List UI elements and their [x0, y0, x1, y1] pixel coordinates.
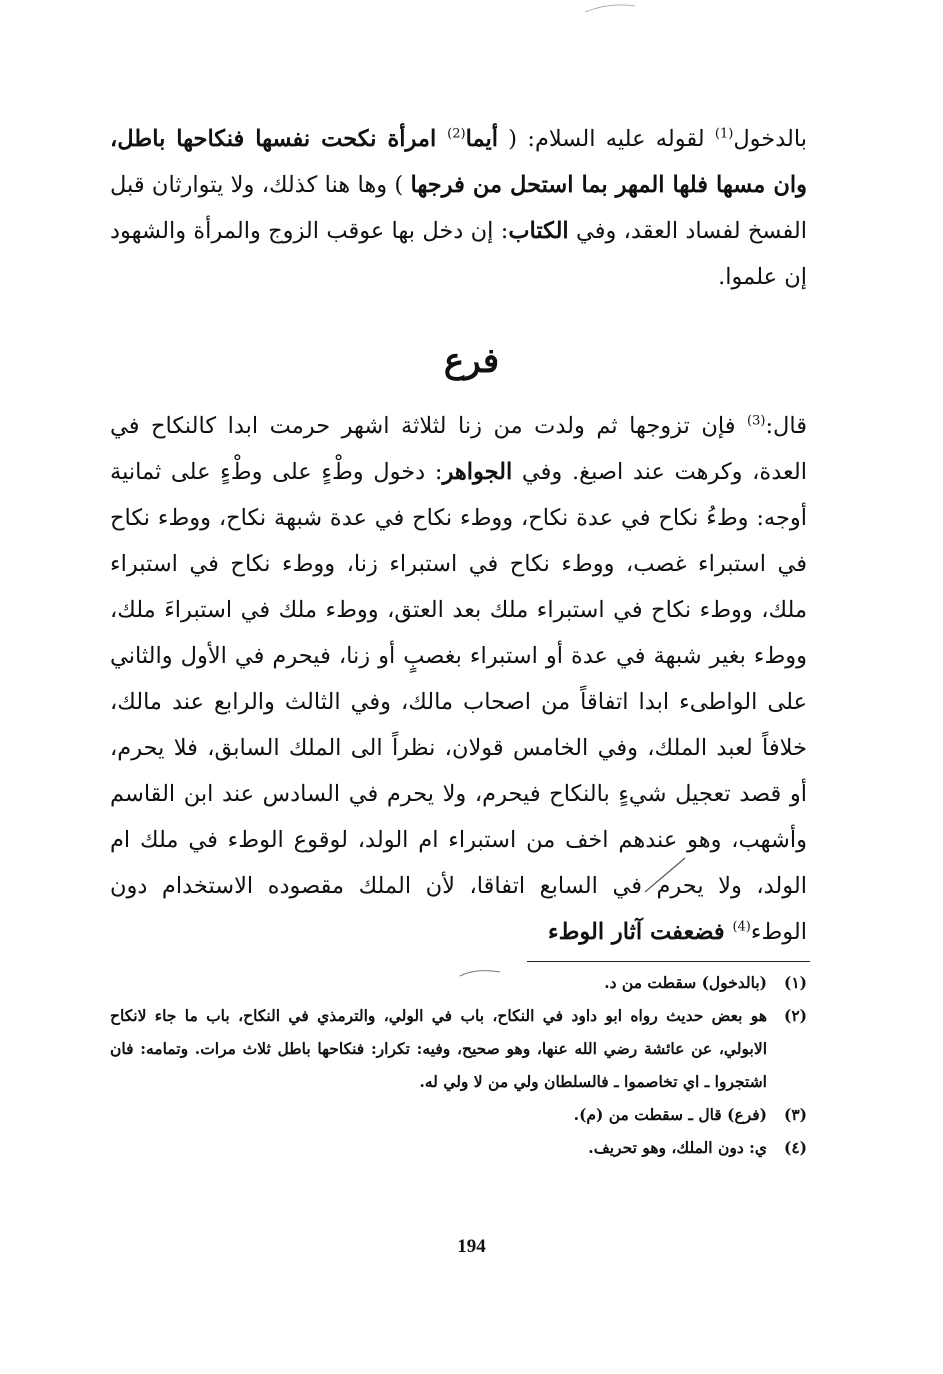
text-span: بالدخول: [733, 126, 807, 152]
text-span: : دخول وطْءٍ على وطْءٍ على ثمانية أوجه: وطءُ نكاح في عدة نكاح، ووطء نكاح في عدة شبهة نكاح، ووطء نكاح في استبراء غصب، ووطء نكاح في استبراء زنا، ووطء نكاح في استبراء ملك، ووطء نكاح في استبراء ملك بعد العتق، ووطء ملك في استبراءَ ملك، ووطء بغير شبهة في عدة أو استبراء بغصبٍ أو زنا، فيحرم في الأول والثاني على الواطىء ابدا اتفاقاً من اصحاب مالك، وفي الثالث والرابع عند مالك، خلافاً لعبد الملك، وفي الخامس قولان، نظراً الى الملك السابق، فلا يحرم، أو قصد تعجيل شيءٍ بالنكاح فيحرم، ولا يحرم في السادس عند ابن القاسم وأشهب، وهو عندهم اخف من استبراء ام الولد، لوقوع الوطء في ملك ام الولد، ولا يحرم في السابع اتفاقا، لأن الملك مقصوده الاستخدام دون الوطء: [110, 459, 807, 945]
page-number: 194: [457, 1236, 486, 1257]
section-heading: فرع: [443, 341, 500, 381]
footnote-text: هو بعض حديث رواه ابو داود في النكاح، باب في الولي، والترمذي في النكاح، باب ما جاء لانكاح الابولي، عن عائشة رضي الله عنها، وهو صحيح، وفيه: تكرار: فنكاحها باطل ثلاث مرات. وتمامه: فان اشتجروا ـ اي تخاصموا ـ فالسلطان ولي من لا ولي له.: [110, 1006, 767, 1091]
text-span: فإن تزوجها ثم ولدت من زنا لثلاثة اشهر حرمت ابدا كالنكاح في العدة، وكرهت عند اصبغ. وفي: [110, 413, 807, 485]
footnote-item: [110, 966, 807, 999]
footnote-text: (بالدخول) سقطت من د.: [604, 973, 767, 992]
footnote-separator: [527, 961, 810, 962]
footnote-marker: (1): [714, 126, 734, 142]
text-span: ) وها هنا كذلك، ولا يتوارثان قبل الفسخ لفساد العقد، وفي: [110, 172, 807, 244]
bold-span: امرأة نكحت نفسها فنكاحها باطل، وان مسها فلها المهر بما استحل من فرجها: [110, 126, 807, 198]
text-span: لقوله عليه السلام: (: [498, 126, 715, 152]
paragraph-1: [110, 116, 807, 300]
text-span: قال:: [765, 413, 807, 439]
paragraph-2: [110, 403, 807, 955]
footnote-number: (٤): [783, 1138, 807, 1157]
footnote-marker: (2): [447, 126, 466, 142]
footnote-item: [110, 999, 807, 1098]
bold-span: فضعفت آثار الوطء: [547, 919, 733, 945]
bold-span: الكتاب: [508, 218, 569, 244]
footnote-number: (١): [783, 973, 807, 992]
pen-stroke-mark: [640, 855, 690, 895]
text-span: : إن دخل بها عوقب الزوج والمرأة والشهود إن علموا.: [110, 218, 807, 290]
footnote-item: [110, 1098, 807, 1131]
footnote-number: (٣): [783, 1105, 807, 1124]
footnote-marker: (4): [732, 919, 751, 935]
footnote-text: (فرع) قال ـ سقطت من (م).: [573, 1105, 767, 1124]
footnotes: [110, 966, 807, 1164]
footnote-marker: (3): [747, 413, 766, 429]
bold-span: أيما: [465, 126, 498, 152]
footnote-text: ي: دون الملك، وهو تحريف.: [588, 1138, 767, 1157]
pen-stroke-mark: [580, 0, 640, 16]
footnote-item: [110, 1131, 807, 1164]
footnote-number: (٢): [783, 1006, 807, 1025]
bold-span: الجواهر: [442, 459, 513, 485]
